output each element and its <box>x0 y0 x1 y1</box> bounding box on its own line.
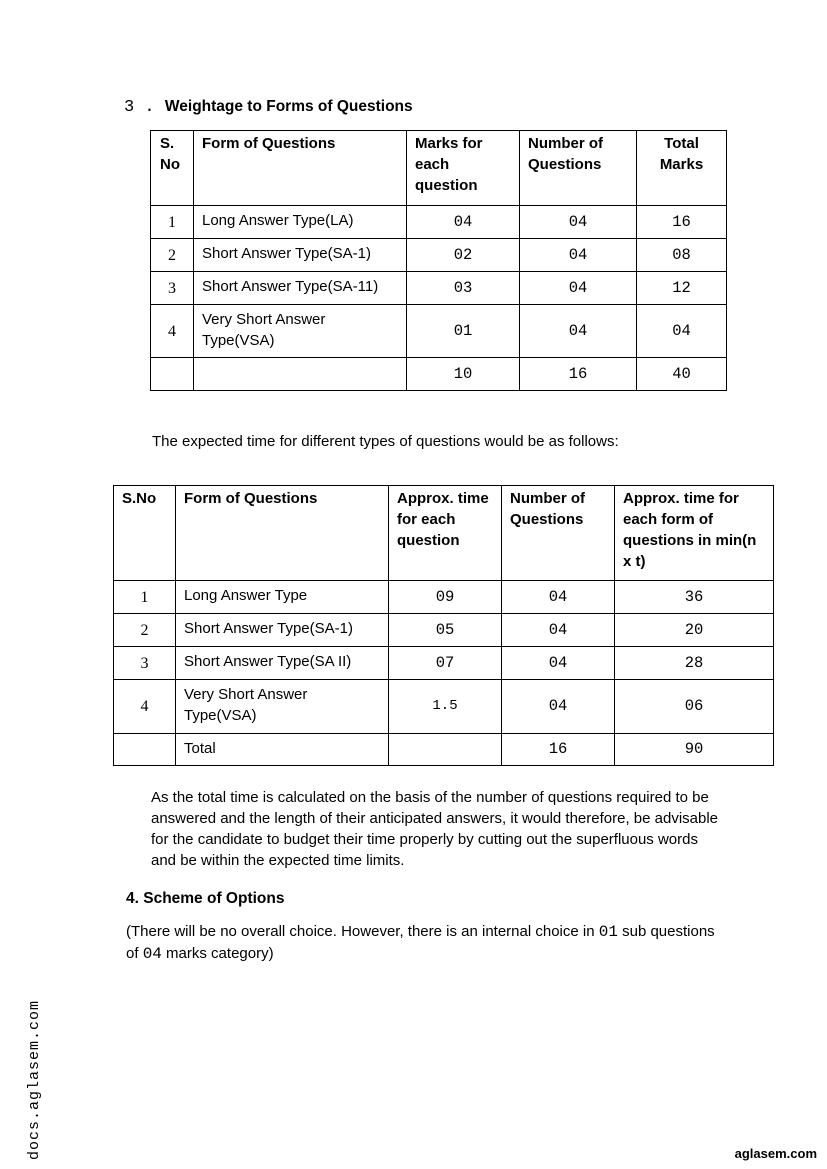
cell-form: Long Answer Type(LA) <box>194 206 407 239</box>
cell-total-time: 36 <box>615 581 774 614</box>
header-number: Number of Questions <box>502 486 615 581</box>
table-row <box>151 206 727 239</box>
cell-marks: 02 <box>407 239 520 272</box>
table-row <box>114 614 774 647</box>
table-row <box>151 272 727 305</box>
cell-number-total: 16 <box>520 358 637 391</box>
cell-form: Very Short Answer Type(VSA) <box>176 680 389 734</box>
section-4-num2: 04 <box>142 945 162 963</box>
cell-sno: 3 <box>114 647 176 680</box>
cell-sno: 4 <box>151 305 194 358</box>
section-4-text-part1: (There will be no overall choice. However, there is an internal choice in <box>126 923 599 940</box>
cell-form: Short Answer Type(SA-11) <box>194 272 407 305</box>
cell-total: 16 <box>637 206 727 239</box>
cell-sno: 1 <box>114 581 176 614</box>
table-header-row <box>114 486 774 581</box>
cell-number: 04 <box>502 647 615 680</box>
cell-time: 09 <box>389 581 502 614</box>
section-3-number: 3 . <box>124 98 155 117</box>
cell-marks: 03 <box>407 272 520 305</box>
cell-form <box>194 358 407 391</box>
cell-number: 04 <box>502 581 615 614</box>
cell-sno: 2 <box>151 239 194 272</box>
cell-total-time: 28 <box>615 647 774 680</box>
expected-time-intro: The expected time for different types of questions would be as follows: <box>152 433 619 450</box>
table-row <box>114 581 774 614</box>
cell-marks-total: 10 <box>407 358 520 391</box>
cell-form: Short Answer Type(SA-1) <box>194 239 407 272</box>
cell-number: 04 <box>502 614 615 647</box>
cell-form: Short Answer Type(SA II) <box>176 647 389 680</box>
section-3-heading <box>124 98 413 117</box>
expected-time-table <box>113 485 774 766</box>
cell-time: 05 <box>389 614 502 647</box>
cell-number: 04 <box>520 272 637 305</box>
table-total-row <box>151 358 727 391</box>
section-4-text-part3: marks category) <box>161 945 274 962</box>
table-header-row <box>151 131 727 206</box>
cell-sno: 3 <box>151 272 194 305</box>
table-row <box>151 305 727 358</box>
cell-total: 08 <box>637 239 727 272</box>
cell-sno: 4 <box>114 680 176 734</box>
section-4-heading: 4. Scheme of Options <box>126 890 285 907</box>
weightage-table <box>150 130 727 391</box>
header-approx-time: Approx. time for each question <box>389 486 502 581</box>
cell-time <box>389 734 502 766</box>
cell-marks: 04 <box>407 206 520 239</box>
cell-time: 07 <box>389 647 502 680</box>
cell-form: Long Answer Type <box>176 581 389 614</box>
section-3-title: Weightage to Forms of Questions <box>164 98 413 115</box>
cell-total-time: 06 <box>615 680 774 734</box>
table-total-row <box>114 734 774 766</box>
cell-number: 04 <box>520 239 637 272</box>
cell-grand-total-time: 90 <box>615 734 774 766</box>
cell-number-total: 16 <box>502 734 615 766</box>
side-watermark: docs.aglasem.com <box>26 999 43 1160</box>
cell-sno: 2 <box>114 614 176 647</box>
header-number: Number of Questions <box>520 131 637 206</box>
table-row <box>114 680 774 734</box>
header-form: Form of Questions <box>176 486 389 581</box>
section-4-text <box>126 921 726 965</box>
footer-brand: aglasem.com <box>734 1146 817 1161</box>
cell-time: 1.5 <box>389 680 502 734</box>
cell-number: 04 <box>520 206 637 239</box>
cell-number: 04 <box>520 305 637 358</box>
cell-total-label: Total <box>176 734 389 766</box>
header-form: Form of Questions <box>194 131 407 206</box>
cell-grand-total: 40 <box>637 358 727 391</box>
cell-sno <box>114 734 176 766</box>
header-marks-each: Marks for each question <box>407 131 520 206</box>
section-4-num1: 01 <box>598 923 618 941</box>
cell-sno: 1 <box>151 206 194 239</box>
header-sno: S.No <box>114 486 176 581</box>
cell-number: 04 <box>502 680 615 734</box>
header-sno: S. No <box>151 131 194 206</box>
cell-form: Very Short Answer Type(VSA) <box>194 305 407 358</box>
header-approx-total: Approx. time for each form of questions in min(n x t) <box>615 486 774 581</box>
cell-total-time: 20 <box>615 614 774 647</box>
cell-marks: 01 <box>407 305 520 358</box>
header-total-marks: Total Marks <box>637 131 727 206</box>
advice-paragraph: As the total time is calculated on the basis of the number of questions required to be answered and the length of their anticipated answers, it would therefore, be advisable for the candidate to budget their time properly by cutting out the superfluous words and be within the expected time limits. <box>151 789 719 869</box>
cell-form: Short Answer Type(SA-1) <box>176 614 389 647</box>
cell-sno <box>151 358 194 391</box>
cell-total: 04 <box>637 305 727 358</box>
cell-total: 12 <box>637 272 727 305</box>
section-4-text-part2: sub questions of <box>126 923 715 962</box>
table-row <box>114 647 774 680</box>
table-row <box>151 239 727 272</box>
